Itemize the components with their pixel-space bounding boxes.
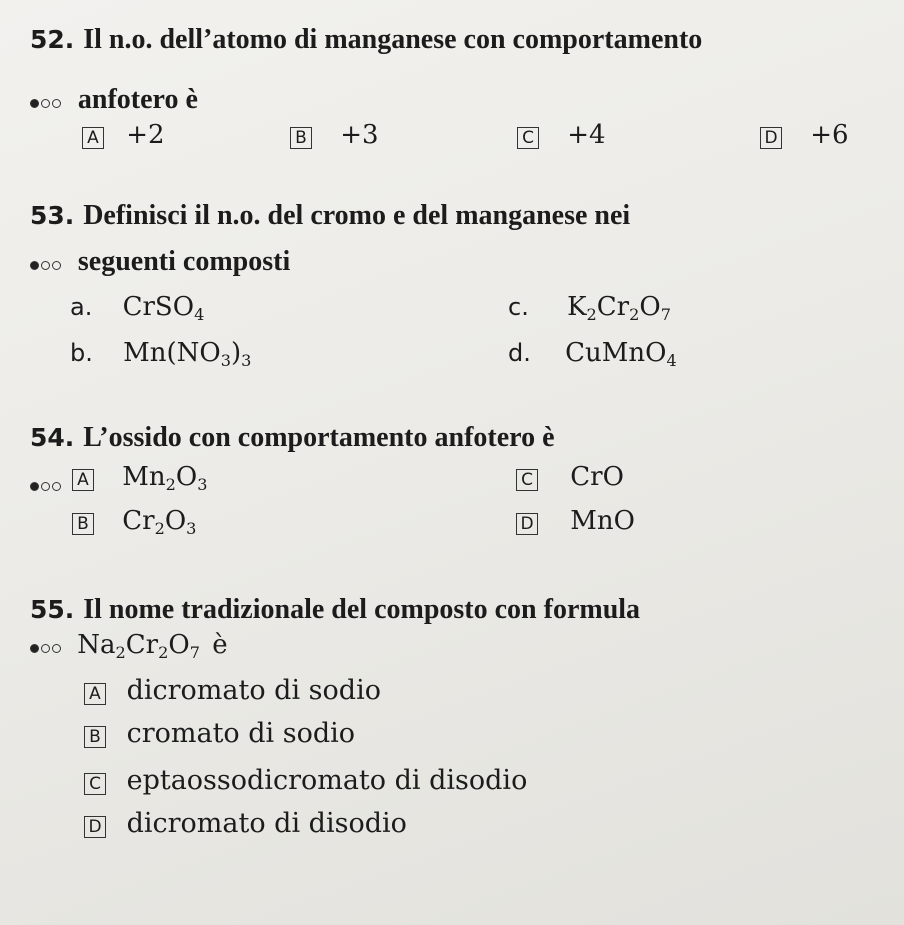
- q53-item-c: [508, 292, 671, 324]
- option-value: +3: [340, 120, 379, 150]
- q52-option-c[interactable]: [517, 120, 606, 150]
- option-letter-b: B: [72, 513, 94, 535]
- option-formula: $Mn_2O_3$: [122, 462, 208, 494]
- q52-title-line2: [30, 82, 198, 116]
- q52-text-line1: Il n.o. dell’atomo di manganese con comportamento: [83, 24, 703, 55]
- option-formula: $Cr_2O_3$: [122, 506, 197, 538]
- option-value: +6: [810, 120, 849, 150]
- q54-title: [30, 420, 555, 454]
- option-letter-c: C: [84, 773, 106, 795]
- q54-option-c[interactable]: [516, 462, 624, 492]
- item-formula: $K_2Cr_2O_7$: [567, 292, 671, 324]
- option-formula: CrO: [570, 462, 624, 492]
- q54-number: 54.: [30, 423, 75, 452]
- option-letter-d: D: [84, 816, 106, 838]
- item-label: c.: [508, 293, 529, 321]
- item-formula: $Mn(NO_3)_3$: [123, 338, 252, 370]
- option-letter-a: A: [82, 127, 104, 149]
- q52-title-line1: [30, 22, 702, 56]
- q55-option-b[interactable]: [84, 718, 355, 749]
- q53-number: 53.: [30, 201, 75, 230]
- q54-difficulty: [30, 476, 61, 495]
- option-letter-b: B: [290, 127, 312, 149]
- difficulty-dots: [30, 261, 61, 270]
- q53-item-b: [70, 338, 251, 370]
- q55-option-c[interactable]: [84, 765, 527, 796]
- option-text: cromato di sodio: [126, 718, 356, 749]
- q54-option-d[interactable]: [516, 506, 635, 536]
- q55-text-line1: Il nome tradizionale del composto con formula: [83, 594, 641, 625]
- q55-option-a[interactable]: [84, 675, 381, 706]
- item-label: d.: [508, 339, 531, 367]
- option-value: +2: [126, 120, 165, 150]
- option-text: dicromato di sodio: [126, 675, 381, 706]
- q55-text-after: è: [212, 630, 228, 660]
- item-label: a.: [70, 293, 93, 321]
- q53-title-line2: [30, 244, 290, 278]
- q55-title-line2: [30, 630, 228, 662]
- option-text: eptaossodicromato di disodio: [126, 765, 528, 796]
- item-formula: CuMnO$_4$: [565, 338, 677, 370]
- item-label: b.: [70, 339, 93, 367]
- q55-title-line1: [30, 592, 640, 626]
- q52-text-line2: anfotero è: [77, 84, 198, 115]
- q55-number: 55.: [30, 595, 75, 624]
- option-letter-d: D: [760, 127, 782, 149]
- option-formula: MnO: [570, 506, 635, 536]
- q53-title-line1: [30, 198, 630, 232]
- q53-text-line2: seguenti composti: [77, 246, 291, 277]
- option-letter-c: C: [516, 469, 538, 491]
- q55-formula: $Na_2Cr_2O_7$: [77, 630, 200, 662]
- option-letter-a: A: [84, 683, 106, 705]
- q53-text-line1: Definisci il n.o. del cromo e del manganese nei: [83, 200, 631, 231]
- q52-option-b[interactable]: [290, 120, 379, 150]
- q53-item-a: [70, 292, 204, 324]
- option-letter-a: A: [72, 469, 94, 491]
- option-letter-c: C: [517, 127, 539, 149]
- option-letter-b: B: [84, 726, 106, 748]
- q53-item-d: [508, 338, 677, 370]
- difficulty-dots: [30, 644, 61, 653]
- q54-option-a[interactable]: [72, 462, 207, 494]
- q52-number: 52.: [30, 25, 75, 54]
- option-text: dicromato di disodio: [126, 808, 407, 839]
- q54-option-b[interactable]: [72, 506, 196, 538]
- difficulty-dots: [30, 99, 61, 108]
- option-value: +4: [567, 120, 606, 150]
- q52-option-d[interactable]: [760, 120, 849, 150]
- q52-option-a[interactable]: [82, 120, 165, 150]
- item-formula: CrSO$_4$: [122, 292, 205, 324]
- option-letter-d: D: [516, 513, 538, 535]
- q54-text-line1: L’ossido con comportamento anfotero è: [83, 422, 555, 453]
- q55-option-d[interactable]: [84, 808, 407, 839]
- difficulty-dots: [30, 482, 61, 491]
